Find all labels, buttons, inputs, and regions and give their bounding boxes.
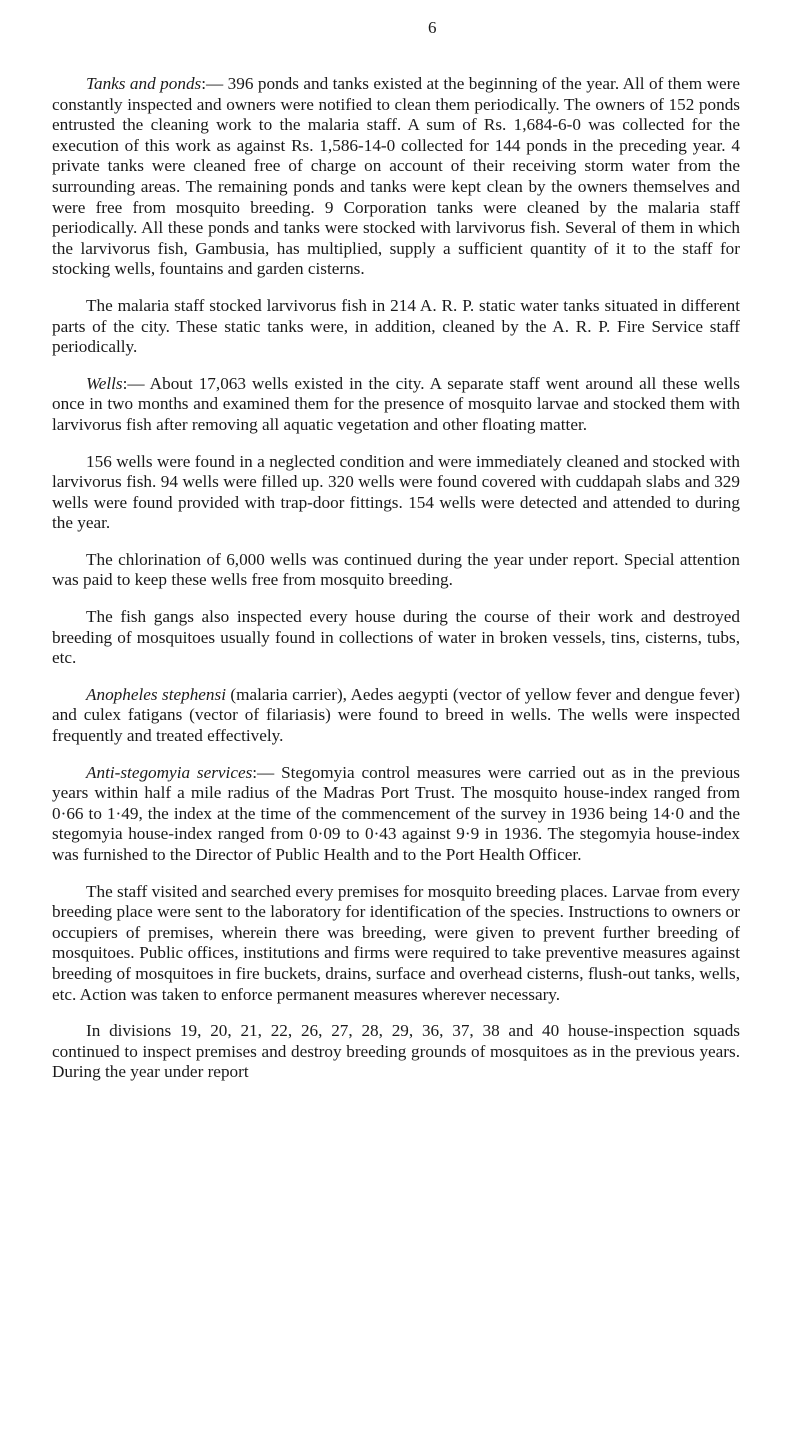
body-text (52, 74, 740, 1099)
paragraph-text: :— 396 ponds and tanks existed at the beginning of the year. All of them were constantly inspected and owners were notified to clean them periodically. The owners of 152 ponds entrusted the cleaning work to the malaria staff. A sum of Rs. 1,684-6-0 was collected for the execution of this work as against Rs. 1,586-14-0 collected for 144 ponds in the preceding year. 4 private tanks were cleaned free of charge on account of their receiving storm water from the surrounding areas. The remaining ponds and tanks were kept clean by the owners themselves and were free from mosquito breeding. 9 Corporation tanks were cleaned by the malaria staff periodically. All these ponds and tanks were stocked with larvivorus fish. Several of them in which the larvivorus fish, Gambusia, has multiplied, supply a sufficient quantity of it to the staff for stocking wells, fountains and garden cisterns. (52, 74, 740, 279)
paragraph-premises (52, 882, 740, 1006)
paragraph-text: In divisions 19, 20, 21, 22, 26, 27, 28, 29, 36, 37, 38 and 40 house-inspection squads continued to inspect premises and destroy breeding grounds of mosquitoes as in the previous years. During the year under report (52, 1021, 740, 1082)
paragraph-divisions (52, 1021, 740, 1083)
paragraph-text: The staff visited and searched every premises for mosquito breeding places. Larvae from every breeding place were sent to the laboratory for identification of the species. Instructions to owners or occupiers of premises, wherein there was breeding, were given to prevent further breeding of mosquitoes. Public offices, institutions and firms were required to take preventive measures against breeding of mosquitoes in fire buckets, drains, surface and overhead cisterns, flush-out tanks, wells, etc. Action was taken to enforce permanent measures wherever necessary. (52, 881, 740, 1004)
paragraph-text: (malaria carrier), Aedes aegypti (vector of yellow fever and dengue fever) and culex fatigans (vector of filariasis) were found to breed in wells. The wells were inspected frequently and treated effectively. (52, 684, 740, 746)
paragraph-lead: Tanks and ponds (86, 74, 202, 93)
page-number: 6 (428, 18, 437, 37)
paragraph-anti-stegomyia (52, 763, 740, 866)
paragraph-text: :— Stegomyia control measures were carried out as in the previous years within half a mile radius of the Madras Port Trust. The mosquito house-index ranged from 0·66 to 1·49, the index at the time of the commencement of the survey in 1936 being 14·0 and the stegomyia house-index ranged from 0·09 to 0·43 against 9·9 in 1936. The stegomyia house-index was furnished to the Director of Public Health and to the Port Health Officer. (52, 762, 740, 864)
paragraph-lead: Anti-stegomyia services (86, 762, 253, 782)
paragraph-tanks-and-ponds (52, 74, 740, 280)
paragraph-text: The fish gangs also inspected every house during the course of their work and destroyed breeding of mosquitoes usually found in collections of water in broken vessels, tins, cisterns, tubs, etc. (52, 607, 740, 668)
paragraph-static-tanks (52, 296, 740, 358)
paragraph-text: The chlorination of 6,000 wells was continued during the year under report. Special attention was paid to keep these wells free from mosquito breeding. (52, 549, 740, 590)
paragraph-text: The malaria staff stocked larvivorus fish in 214 A. R. P. static water tanks situated in different parts of the city. These static tanks were, in addition, cleaned by the A. R. P. Fire Service staff periodically. (52, 295, 740, 357)
paragraph-fish-gangs (52, 607, 740, 669)
paragraph-species (52, 685, 740, 747)
paragraph-lead: Wells (86, 373, 123, 393)
paragraph-wells (52, 374, 740, 436)
paragraph-text: :— About 17,063 wells existed in the city. A separate staff went around all these wells once in two months and examined them for the presence of mosquito larvae and stocked them with larvivorus fish after removing all aquatic vegetation and other floating matter. (52, 373, 740, 434)
paragraph-neglected-wells (52, 452, 740, 534)
paragraph-lead: Anopheles stephensi (86, 684, 226, 704)
paragraph-text: 156 wells were found in a neglected condition and were immediately cleaned and stocked with larvivorus fish. 94 wells were filled up. 320 wells were found covered with cuddapah slabs and 329 wells were found provided with trap-door fittings. 154 wells were detected and attended to during the year. (52, 451, 740, 533)
paragraph-chlorination (52, 550, 740, 591)
